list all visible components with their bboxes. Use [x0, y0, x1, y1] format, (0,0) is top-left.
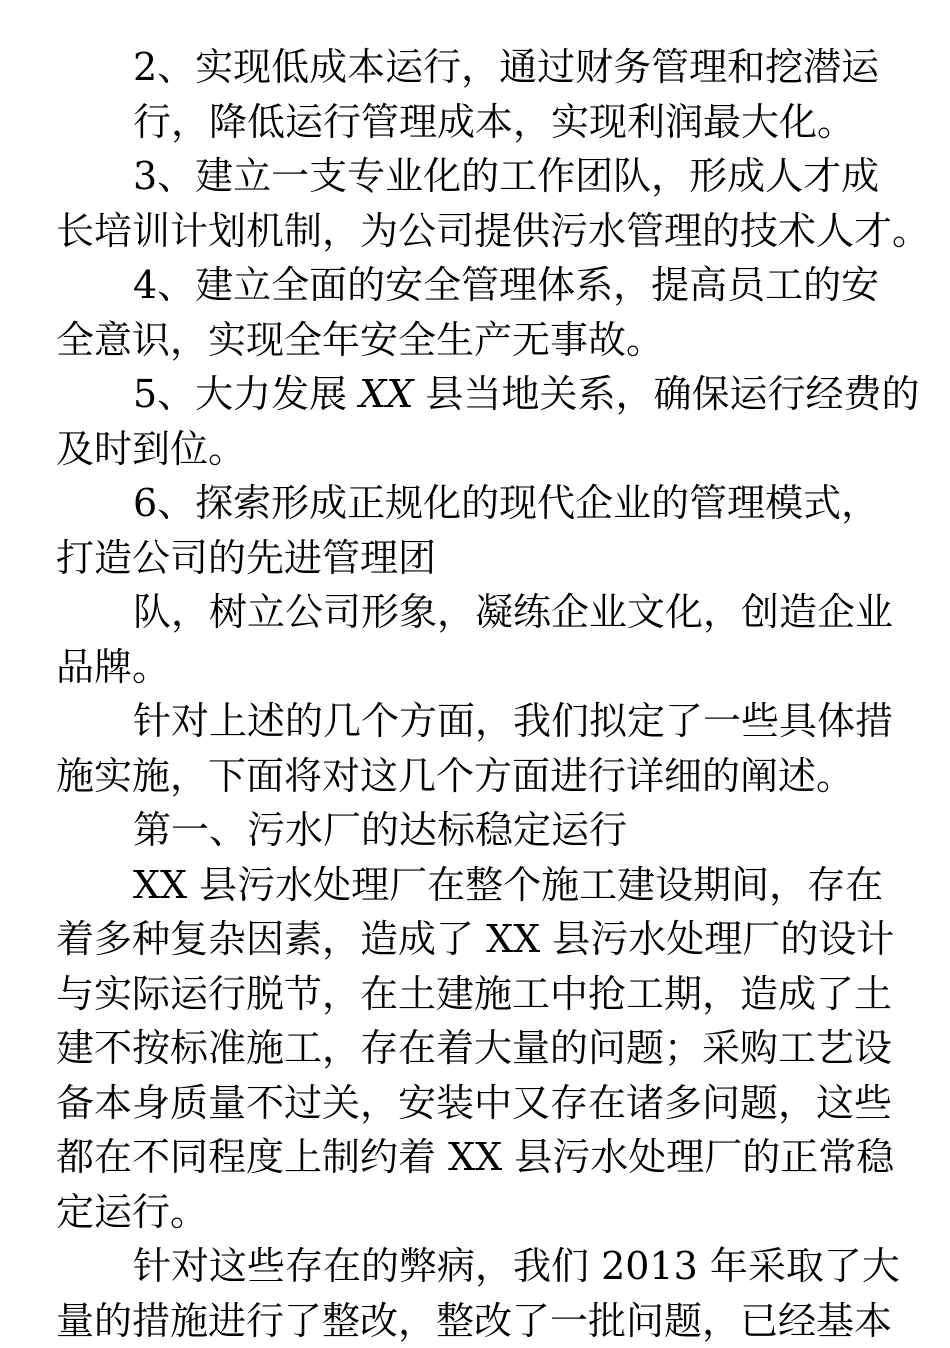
text-line: 3、建立一支专业化的工作团队，形成人才成	[56, 149, 906, 204]
text-line: 都在不同程度上制约着 XX 县污水处理厂的正常稳	[56, 1130, 906, 1185]
text-line: 全意识，实现全年安全生产无事故。	[56, 313, 906, 368]
document-page	[56, 40, 906, 1348]
italic-text-segment: XX	[359, 372, 413, 416]
text-line: 2、实现低成本运行，通过财务管理和挖潜运	[56, 40, 906, 95]
section-heading: 第一、污水厂的达标稳定运行	[56, 803, 906, 858]
text-line: 品牌。	[56, 640, 906, 695]
text-line: 建不按标准施工，存在着大量的问题；采购工艺设	[56, 1021, 906, 1076]
text-line: 及时到位。	[56, 422, 906, 477]
text-line: 长培训计划机制，为公司提供污水管理的技术人才。	[56, 204, 906, 259]
text-line: 与实际运行脱节，在土建施工中抢工期，造成了土	[56, 967, 906, 1022]
text-line: XX 县污水处理厂在整个施工建设期间，存在	[56, 858, 906, 913]
text-segment: 5、大力发展	[133, 372, 359, 416]
text-line	[56, 367, 906, 422]
text-line: 4、建立全面的安全管理体系，提高员工的安	[56, 258, 906, 313]
text-line: 打造公司的先进管理团	[56, 531, 906, 586]
text-line: 队，树立公司形象，凝练企业文化，创造企业	[56, 585, 906, 640]
text-line: 着多种复杂因素，造成了 XX 县污水处理厂的设计	[56, 912, 906, 967]
text-line: 针对这些存在的弊病，我们 2013 年采取了大	[56, 1239, 906, 1294]
text-line: 行，降低运行管理成本，实现利润最大化。	[56, 95, 906, 150]
text-line: 施实施，下面将对这几个方面进行详细的阐述。	[56, 749, 906, 804]
text-line: 量的措施进行了整改，整改了一批问题，已经基本	[56, 1294, 906, 1348]
text-line: 针对上述的几个方面，我们拟定了一些具体措	[56, 694, 906, 749]
text-segment: 县当地关系，确保运行经费的	[413, 372, 919, 416]
text-line: 6、探索形成正规化的现代企业的管理模式，	[56, 476, 906, 531]
text-line: 定运行。	[56, 1185, 906, 1240]
text-line: 备本身质量不过关，安装中又存在诸多问题，这些	[56, 1076, 906, 1131]
